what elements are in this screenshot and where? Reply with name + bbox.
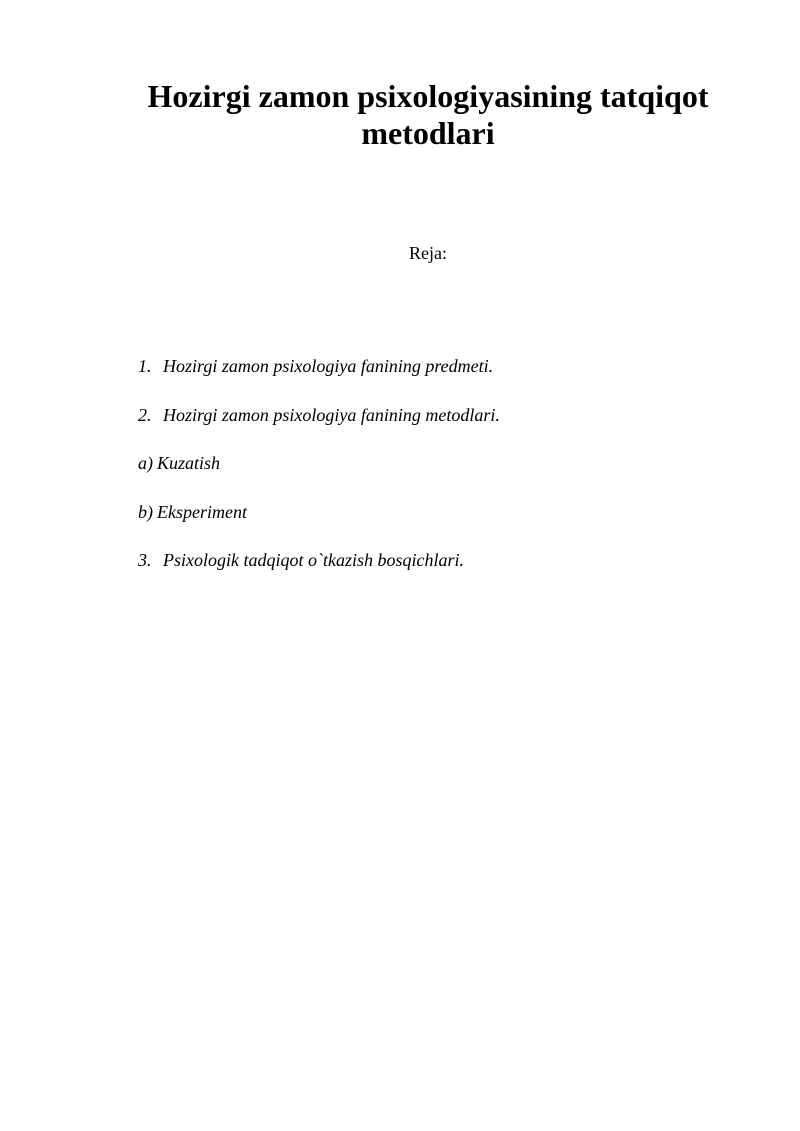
plan-item-text: Eksperiment [157, 501, 247, 522]
plan-item-text: Psixologik tadqiqot o`tkazish bosqichlari. [163, 550, 464, 570]
plan-item-marker: 2. [138, 404, 152, 425]
plan-item-marker: b) [138, 501, 153, 522]
plan-item-2 [138, 404, 738, 426]
plan-item-3 [138, 549, 738, 571]
document-title: Hozirgi zamon psixologiyasining tatqiqot metodlari [147, 78, 709, 151]
plan-subitem-a [138, 452, 738, 474]
plan-list [138, 355, 738, 598]
plan-item-marker: a) [138, 453, 153, 473]
plan-item-marker: 3. [138, 550, 152, 570]
plan-item-1 [138, 355, 738, 377]
plan-heading: Reja: [409, 243, 447, 263]
plan-subitem-b [138, 501, 738, 523]
plan-item-text: Hozirgi zamon psixologiya fanining metodlari. [163, 404, 500, 425]
plan-item-marker: 1. [138, 356, 152, 376]
plan-item-text: Hozirgi zamon psixologiya fanining predmeti. [163, 356, 494, 376]
plan-item-text: Kuzatish [157, 453, 221, 473]
